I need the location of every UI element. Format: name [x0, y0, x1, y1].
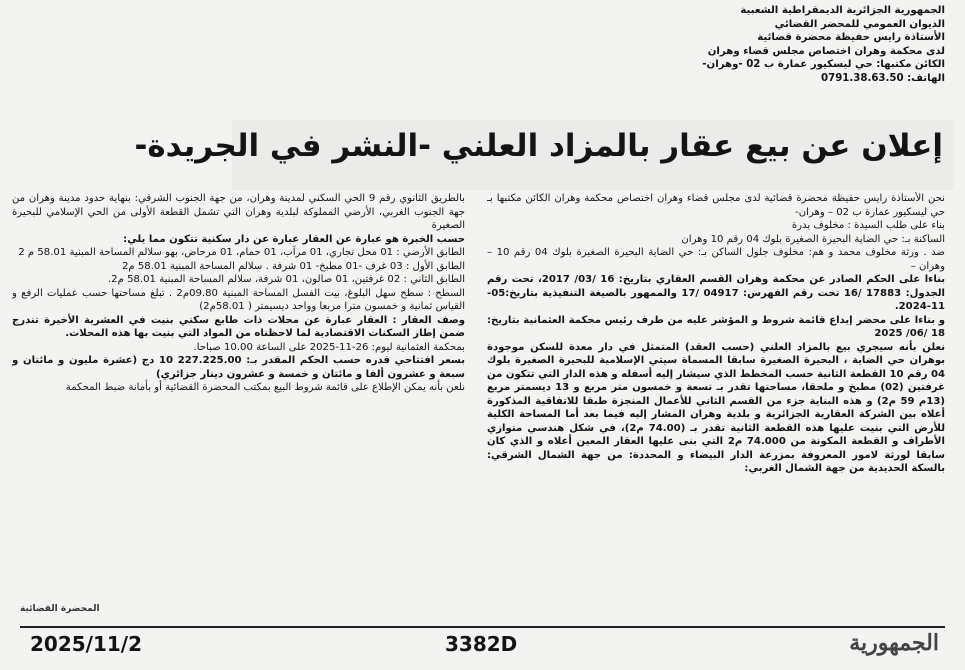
paragraph: الطابق الأرضي : 01 محل تجاري، 01 مرآب، 01 حمام، 01 مرحاض، بهو سلالم المساحة المبنية 58.01 م 2: [18, 247, 465, 258]
paragraph: وصف العقار : العقار عبارة عن محلات ذات طابع سكني بنيت في العشرية الأخيرة تندرج ضمن إطار السكنات الاقتصادية لما لاحظناه من المواد التي بنيت بها هذه المحلات.: [12, 314, 465, 339]
paragraph: بناء على طلب السيدة : مخلوف بدرة: [791, 220, 945, 231]
bailiff-stamp: المحضرة القضائية: [20, 604, 100, 614]
paragraph: بناءا على الحكم الصادر عن محكمة وهران القسم العقاري بتاريخ: 16 /03/ 2017، تحت رقم الجدول: 17883 /16 تحت رقم الفهرس: 04917 /17 والممهور بالصيغة التنفيذية بتاريخ:05-11-2024.: [487, 274, 945, 312]
paragraph: بالطريق الثانوي رقم 9 الحي السكني لمدينة وهران، من جهة الجنوب الشرقي: بنهاية حدود مدينة وهران من جهة الجنوب الغربي، الأرضي المملوكة لبلدية وهران التي تشمل القطعة الأولى من الحي الإسلامي للبحيرة الصغيرة: [12, 193, 465, 231]
paragraph: الطابق الأول : 03 غرف -01 مطبخ- 01 شرفة . سلالم المساحة المبنية 58.01 م2: [121, 260, 465, 272]
left-text-column: [12, 192, 465, 604]
announcement-title: إعلان عن بيع عقار بالمزاد العلني -النشر في الجريدة-: [134, 128, 943, 164]
right-text-column: [487, 192, 945, 604]
footer-divider: [20, 626, 945, 628]
header-line-3: الأستاذة رايس حفيظة محضرة قضائية: [757, 32, 945, 43]
paragraph: بمحكمة العثمانية ليوم: 26-11-2025 على الساعة 10.00 صباحا.: [193, 341, 465, 353]
paragraph: السطح : سطح سهل البلوغ، بيت الفسل المساحة المبنية 09.80م2 . تبلغ مساحتها حسب عمليات الرفع و القياس ثمانية و خمسون مترا مربعا وواحد ديسيمتر ( 58.01م2): [12, 287, 465, 312]
header-phone: الهاتف: 0791.38.63.50: [821, 72, 945, 84]
paragraph: حسب الخبرة هو عبارة عن العقار عبارة عن دار سكنية تتكون مما يلي:: [123, 233, 465, 245]
header-line-5: الكائن مكتبها: حي ليسكيور عمارة ب 02 -وهران-: [702, 59, 945, 70]
newspaper-logo: الجمهورية: [849, 630, 939, 656]
paragraph: نلعن بأنه يمكن الإطلاع على قائمة شروط البيع بمكتب المحضرة القضائية أو بأمانة ضبط المحكمة: [65, 382, 465, 393]
issuer-header: [505, 4, 945, 85]
header-line-1: الجمهورية الجزائرية الديمقراطية الشعبية: [740, 5, 945, 16]
issue-date: 2025/11/2: [30, 632, 143, 656]
paragraph: و بناءا على محضر إيداع قائمة شروط و المؤشر عليه من طرف رئيس محكمة العثمانية بتاريخ: 18 /06/ 2025: [487, 314, 945, 339]
header-line-4: لدى محكمة وهران اختصاص مجلس قضاء وهران: [707, 45, 945, 57]
paragraph: الطابق الثاني : 02 غرفتين، 01 صالون، 01 شرفة، سلالم المساحة المبنية 58.01 م2.: [107, 274, 465, 285]
paragraph: بسعر افتتاحي قدره حسب الحكم المقدر بـ: 227.225.00 10 دج (عشرة مليون و مائتان و سبعة و عشرون ألفا و مائتان و خمسة و عشرون دينار جزائري): [12, 355, 465, 380]
ad-reference-code: 3382D: [445, 632, 518, 656]
paragraph: نعلن بأنه سيجري بيع بالمزاد العلني (حسب العقد) المتمثل في دار معدة للسكن موجودة بوهران حي الضاية ، البحيرة الصغيرة سابقا المسماة سيتي الإسلامية للبحيرة الصغيرة بلوك 04 رقم 10 القطعة الثانية حسب المخطط الذي سيشار إليه أسفله و هذه الدار التي تتكون من غرفتين (02) مطبخ و ملحقا، مساحتها تقدر بـ تسعة و خمسون متر مربع و 13 ديسمتر مربع (13م 59 م2) و هذه البناية جزء من القسم الثاني للأعمال المنجزة طبقا للاتفاقية المذكورة أعلاه بين الشركة العقارية الجزائرية و بلدية وهران المشار إليه فيما بعد أما المساحة الكلية للأرض التي بنيت عليها هذه القطعة الثانية تقدر بـ (74.00 م2)، في شكل هندسي متوازي الأطراف و القطعة المكونة من 74.000 م2 التي بنى عليها العقار المعين أعلاه و الذي كان سابقا لورثة لامور المعروفة بمزرعة الدار البيضاء و المحددة: من جهة الشمال الشرقي: بالسكة الحديدية من جهة الشمال الغربي:: [487, 341, 945, 474]
paragraph: الساكنة بـ: حي الضاية البحيرة الصغيرة بلوك 04 رقم 10 وهران: [681, 233, 945, 245]
paragraph: ضد . ورثة مخلوف محمد و هم: مخلوف جلول الساكن بـ: حي الضاية البحيرة الصغيرة بلوك 04 رقم 10 – وهران –: [487, 247, 945, 272]
header-line-2: الديوان العمومي للمحضر القضائي: [774, 18, 945, 30]
paragraph: نحن الأستاذة رايس حفيظة محضرة قضائية لدى مجلس قضاء وهران اختصاص محكمة وهران الكائن مكتبها بـ حي ليسكيور عمارة ب 02 – وهران-: [487, 193, 945, 218]
